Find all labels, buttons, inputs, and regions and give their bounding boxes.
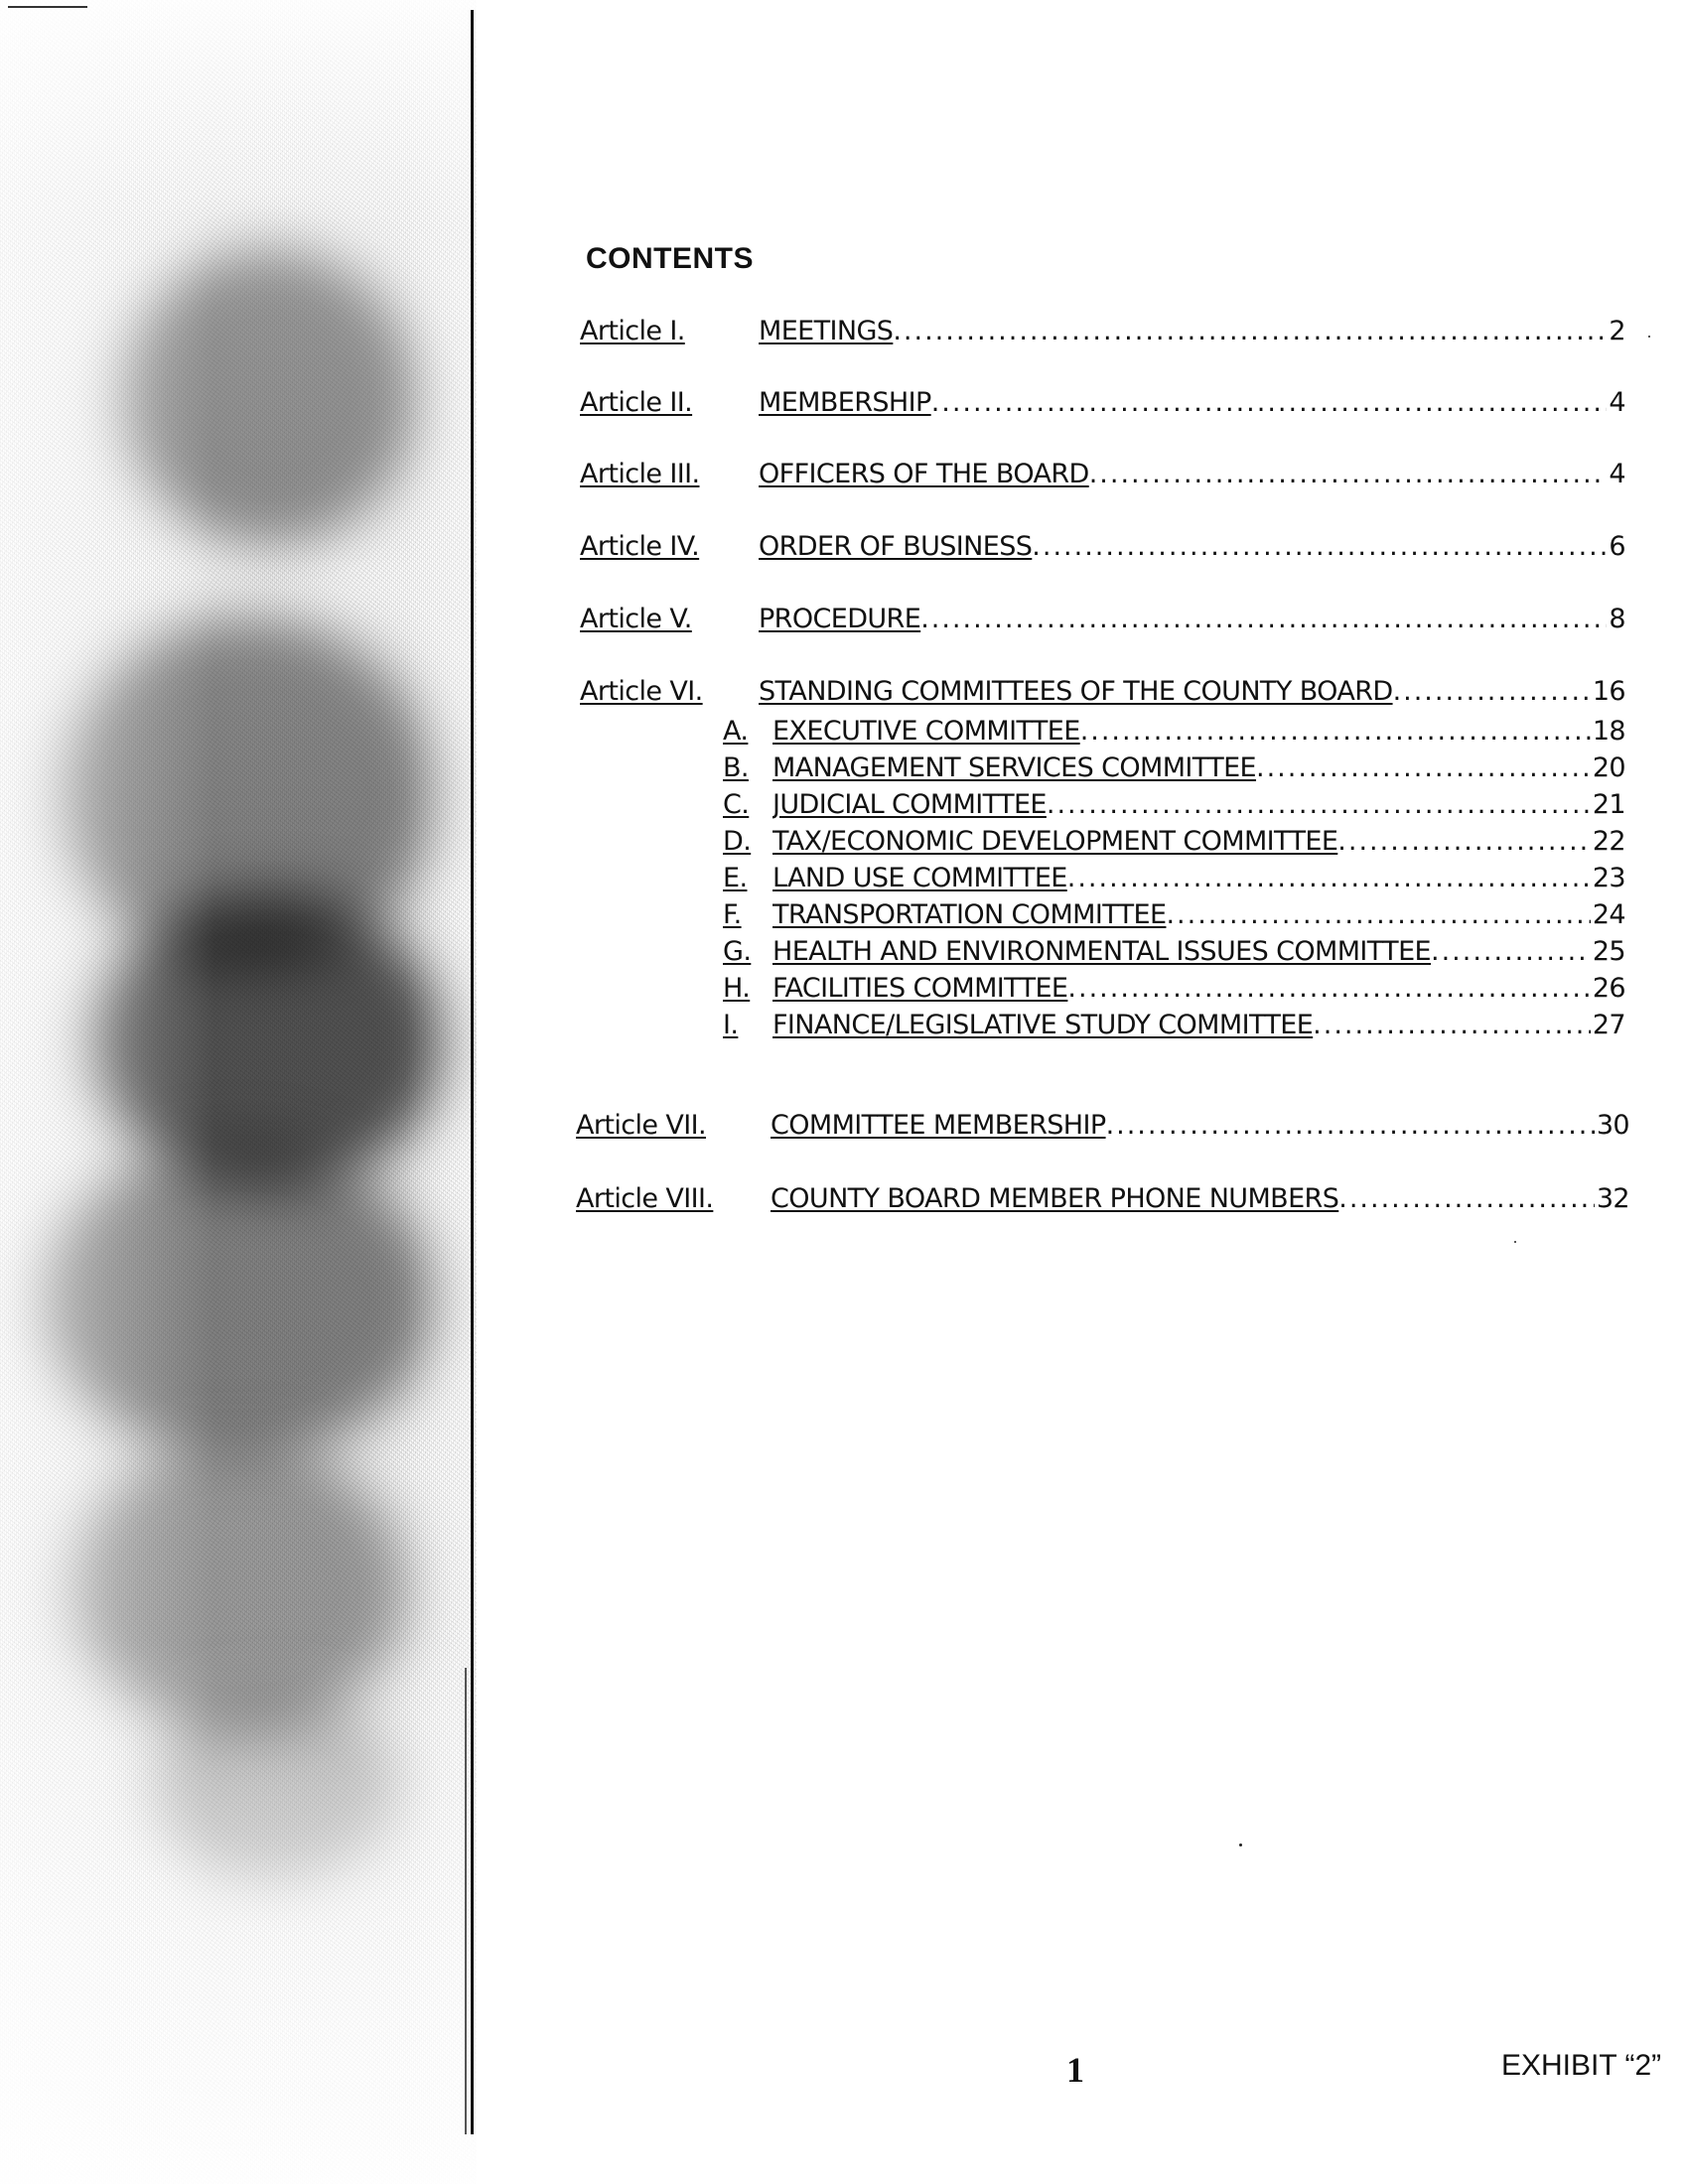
toc-entry-article-1[interactable] (580, 316, 1625, 355)
dot-leader (1337, 826, 1591, 857)
toc-entry-article-8[interactable] (576, 1183, 1629, 1223)
article-label: Article IV. (580, 531, 700, 562)
committee-title: MANAGEMENT SERVICES COMMITTEE (772, 752, 1257, 783)
toc-title-line (772, 826, 1625, 857)
dot-leader (1313, 1010, 1591, 1040)
page-number: 23 (1592, 863, 1625, 893)
toc-entry-article-5[interactable] (580, 604, 1625, 643)
article-label: Article VIII. (576, 1183, 714, 1214)
scan-speck (1514, 1241, 1516, 1243)
page-number: 20 (1592, 752, 1625, 783)
dot-leader (1067, 863, 1591, 893)
page-number-footer: 1 (1066, 2050, 1084, 2090)
committee-title: FINANCE/LEGISLATIVE STUDY COMMITTEE (772, 1010, 1314, 1040)
article-title: STANDING COMMITTEES OF THE COUNTY BOARD (759, 676, 1393, 707)
toc-title-line (759, 316, 1625, 346)
toc-title-line (771, 1183, 1629, 1214)
committee-letter: F. (723, 899, 742, 930)
committee-letter: C. (723, 789, 750, 820)
committee-title: EXECUTIVE COMMITTEE (772, 716, 1080, 747)
dot-leader (1067, 973, 1590, 1004)
article-label: Article VII. (576, 1110, 706, 1141)
toc-entry-committee-b[interactable] (723, 752, 1625, 788)
dot-leader (1106, 1110, 1595, 1141)
page-number: 30 (1596, 1110, 1629, 1141)
dot-leader (1256, 752, 1591, 783)
article-title: COUNTY BOARD MEMBER PHONE NUMBERS (771, 1183, 1339, 1214)
committee-letter: D. (723, 826, 752, 857)
page-number: 16 (1592, 676, 1625, 707)
committee-title: TAX/ECONOMIC DEVELOPMENT COMMITTEE (772, 826, 1338, 857)
toc-title-line (772, 899, 1625, 930)
article-title: MEMBERSHIP (759, 387, 931, 418)
toc-entry-article-7[interactable] (576, 1110, 1629, 1150)
article-label: Article V. (580, 604, 692, 634)
toc-title-line (771, 1110, 1629, 1141)
dot-leader (893, 316, 1607, 346)
toc-entry-committee-a[interactable] (723, 716, 1625, 751)
page-number: 18 (1592, 716, 1625, 747)
binding-line (471, 10, 474, 2134)
toc-entry-committee-e[interactable] (723, 863, 1625, 898)
page-number: 6 (1609, 531, 1625, 562)
page-number: 22 (1592, 826, 1625, 857)
page-number: 27 (1592, 1010, 1625, 1040)
toc-entry-article-3[interactable] (580, 459, 1625, 498)
toc-entry-article-6[interactable] (580, 676, 1625, 716)
committee-title: TRANSPORTATION COMMITTEE (772, 899, 1167, 930)
toc-entry-committee-f[interactable] (723, 899, 1625, 935)
toc-title-line (759, 604, 1625, 634)
page-number: 25 (1592, 936, 1625, 967)
dot-leader (1047, 789, 1591, 820)
toc-entry-article-2[interactable] (580, 387, 1625, 427)
committee-title: LAND USE COMMITTEE (772, 863, 1067, 893)
page-number: 32 (1596, 1183, 1629, 1214)
toc-title-line (759, 387, 1625, 418)
committee-letter: G. (723, 936, 752, 967)
toc-title-line (759, 531, 1625, 562)
page-number: 26 (1592, 973, 1625, 1004)
toc-title-line (759, 676, 1625, 707)
committee-letter: I. (723, 1010, 739, 1040)
toc-entry-committee-h[interactable] (723, 973, 1625, 1009)
committee-letter: B. (723, 752, 749, 783)
scan-fade (0, 0, 477, 2184)
toc-title-line (772, 752, 1625, 783)
toc-entry-committee-c[interactable] (723, 789, 1625, 825)
page-number: 4 (1609, 459, 1625, 489)
article-label: Article VI. (580, 676, 703, 707)
scan-margin (0, 0, 477, 2184)
page-number: 21 (1592, 789, 1625, 820)
scan-speck (1239, 1843, 1242, 1846)
article-label: Article III. (580, 459, 700, 489)
toc-entry-committee-d[interactable] (723, 826, 1625, 862)
article-title: PROCEDURE (759, 604, 921, 634)
committee-letter: A. (723, 716, 749, 747)
toc-title-line (759, 459, 1625, 489)
dot-leader (1032, 531, 1607, 562)
toc-entry-committee-g[interactable] (723, 936, 1625, 972)
committee-letter: H. (723, 973, 751, 1004)
article-title: MEETINGS (759, 316, 894, 346)
dot-leader (920, 604, 1607, 634)
committee-letter: E. (723, 863, 748, 893)
article-label: Article I. (580, 316, 685, 346)
article-label: Article II. (580, 387, 693, 418)
dot-leader (1089, 459, 1608, 489)
scan-mark (8, 6, 87, 8)
binding-line (465, 1668, 467, 2134)
page-number: 4 (1609, 387, 1625, 418)
toc-entry-committee-i[interactable] (723, 1010, 1625, 1045)
article-title: ORDER OF BUSINESS (759, 531, 1033, 562)
dot-leader (1080, 716, 1591, 747)
scan-speck (1648, 336, 1650, 338)
toc-title-line (772, 863, 1625, 893)
toc-title-line (772, 789, 1625, 820)
article-title: COMMITTEE MEMBERSHIP (771, 1110, 1106, 1141)
toc-title-line (772, 936, 1625, 967)
contents-heading: CONTENTS (586, 242, 754, 275)
dot-leader (1166, 899, 1590, 930)
committee-title: JUDICIAL COMMITTEE (772, 789, 1047, 820)
toc-title-line (772, 716, 1625, 747)
committee-title: FACILITIES COMMITTEE (772, 973, 1068, 1004)
page-number: 24 (1592, 899, 1625, 930)
committee-title: HEALTH AND ENVIRONMENTAL ISSUES COMMITTEE (772, 936, 1431, 967)
toc-entry-article-4[interactable] (580, 531, 1625, 571)
dot-leader (931, 387, 1608, 418)
dot-leader (1431, 936, 1591, 967)
toc-title-line (772, 1010, 1625, 1040)
dot-leader (1338, 1183, 1595, 1214)
toc-title-line (772, 973, 1625, 1004)
page-number: 2 (1609, 316, 1625, 346)
exhibit-label: EXHIBIT “2” (1501, 2049, 1662, 2082)
page-number: 8 (1609, 604, 1625, 634)
dot-leader (1393, 676, 1591, 707)
article-title: OFFICERS OF THE BOARD (759, 459, 1089, 489)
